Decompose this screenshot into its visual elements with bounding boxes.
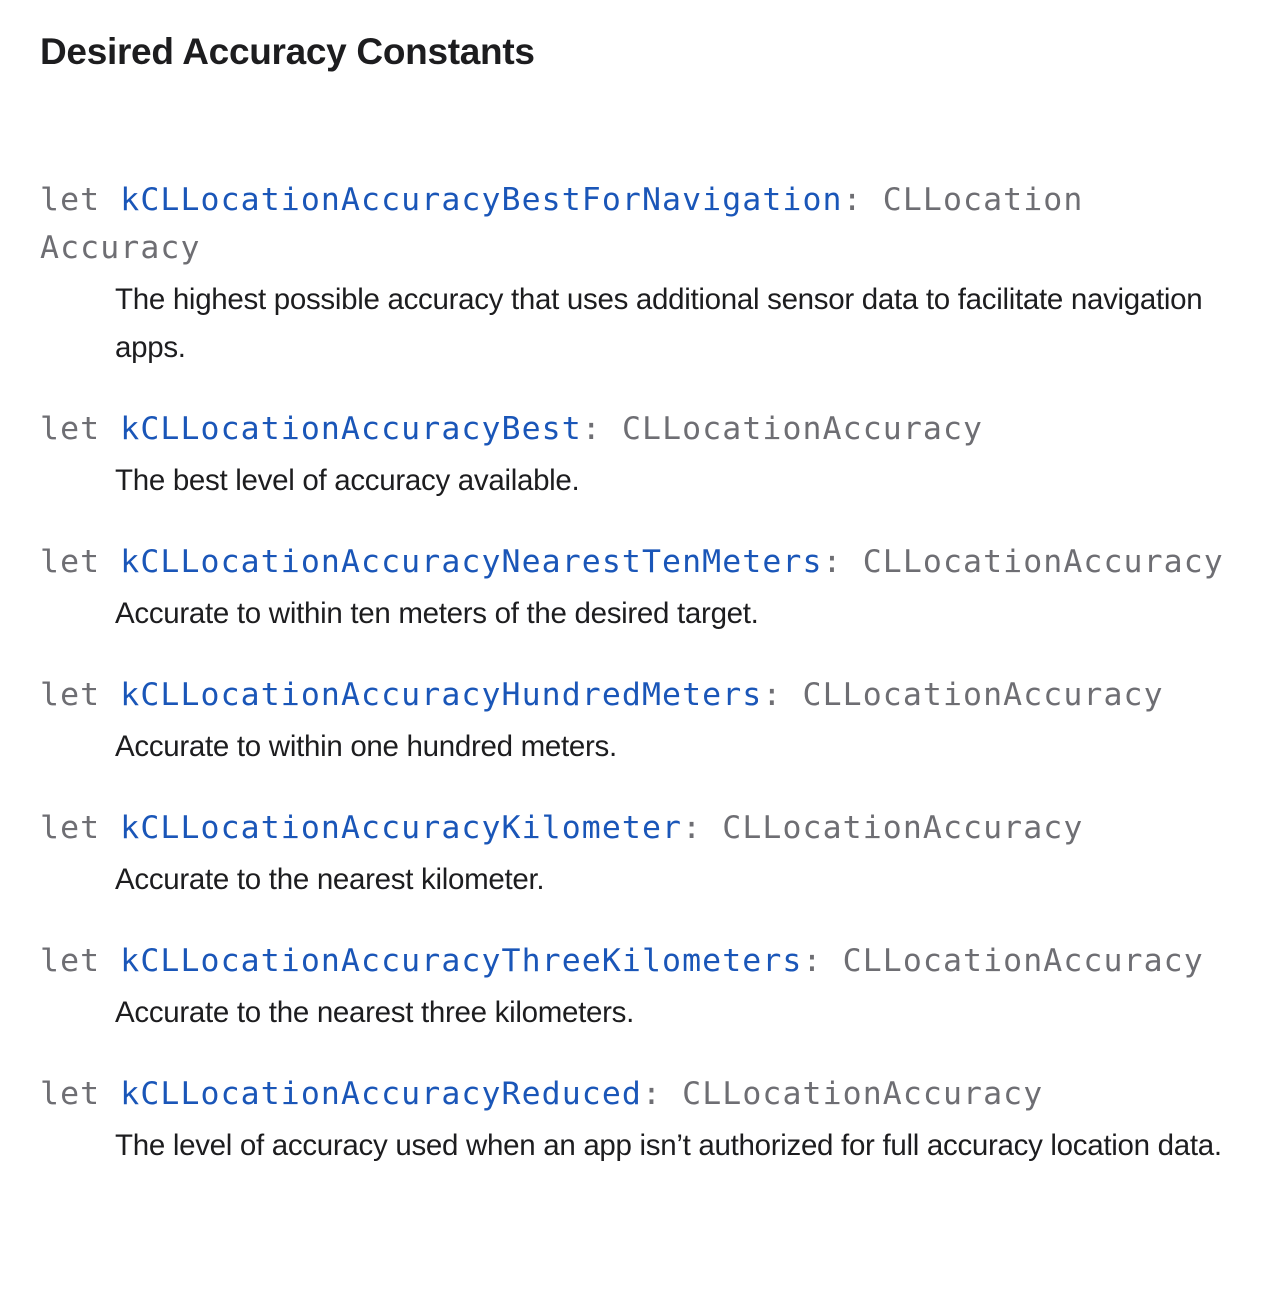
symbol-link-reduced[interactable]: kCLLocationAccuracyReduced <box>120 1076 642 1112</box>
symbol-link-best-for-navigation[interactable]: kCLLocationAccuracyBestForNavigation <box>120 182 843 218</box>
let-keyword: let <box>40 544 101 580</box>
type-name: CLLocationAccuracy <box>682 1076 1044 1112</box>
type-name: CLLocationAccuracy <box>842 943 1204 979</box>
constant-description: The best level of accuracy available. <box>115 464 580 497</box>
symbol-link-best[interactable]: kCLLocationAccuracyBest <box>120 411 582 447</box>
constant-entry-three-kilometers <box>40 937 1260 1037</box>
constant-description: Accurate to the nearest kilometer. <box>115 863 545 896</box>
constant-description: The highest possible accuracy that uses additional sensor data to facilitate navigation apps. <box>115 283 1203 364</box>
let-keyword: let <box>40 182 101 218</box>
type-separator: : <box>842 182 863 218</box>
type-separator: : <box>682 810 703 846</box>
type-separator: : <box>802 943 823 979</box>
type-separator: : <box>641 1076 663 1112</box>
type-separator: : <box>762 677 783 713</box>
let-keyword: let <box>40 411 101 447</box>
declaration <box>40 405 1260 453</box>
let-keyword: let <box>40 943 101 979</box>
type-name: CLLocationAccuracy <box>621 411 984 447</box>
constant-entry-nearest-ten-meters <box>40 538 1260 638</box>
constant-entry-kilometer <box>40 804 1260 904</box>
let-keyword: let <box>40 1076 101 1112</box>
declaration <box>40 937 1260 985</box>
constant-entry-hundred-meters <box>40 671 1260 771</box>
constant-description: Accurate to within ten meters of the desired target. <box>115 597 759 630</box>
symbol-link-hundred-meters[interactable]: kCLLocationAccuracyHundredMeters <box>120 677 763 713</box>
declaration <box>40 1070 1260 1118</box>
symbol-link-kilometer[interactable]: kCLLocationAccuracyKilometer <box>120 810 683 846</box>
constant-description: The level of accuracy used when an app isn’t authorized for full accuracy location data. <box>115 1129 1222 1162</box>
section-title: Desired Accuracy Constants <box>40 31 535 72</box>
type-separator: : <box>822 544 843 580</box>
type-separator: : <box>581 411 602 447</box>
type-name-line1: CLLocation <box>882 182 1084 218</box>
constant-entry-reduced <box>40 1070 1260 1170</box>
constants-list <box>40 176 1260 1203</box>
declaration <box>40 804 1260 852</box>
declaration <box>40 176 1260 272</box>
constant-description: Accurate to the nearest three kilometers. <box>115 996 634 1029</box>
type-name: CLLocationAccuracy <box>802 677 1164 713</box>
let-keyword: let <box>40 810 101 846</box>
type-name-line2: Accuracy <box>40 230 201 266</box>
declaration <box>40 538 1260 586</box>
let-keyword: let <box>40 677 101 713</box>
constant-description: Accurate to within one hundred meters. <box>115 730 617 763</box>
symbol-link-three-kilometers[interactable]: kCLLocationAccuracyThreeKilometers <box>120 943 803 979</box>
constant-entry-best-for-navigation <box>40 176 1260 372</box>
declaration <box>40 671 1260 719</box>
type-name: CLLocationAccuracy <box>722 810 1084 846</box>
constant-entry-best <box>40 405 1260 505</box>
symbol-link-nearest-ten-meters[interactable]: kCLLocationAccuracyNearestTenMeters <box>120 544 823 580</box>
type-name: CLLocationAccuracy <box>862 544 1224 580</box>
